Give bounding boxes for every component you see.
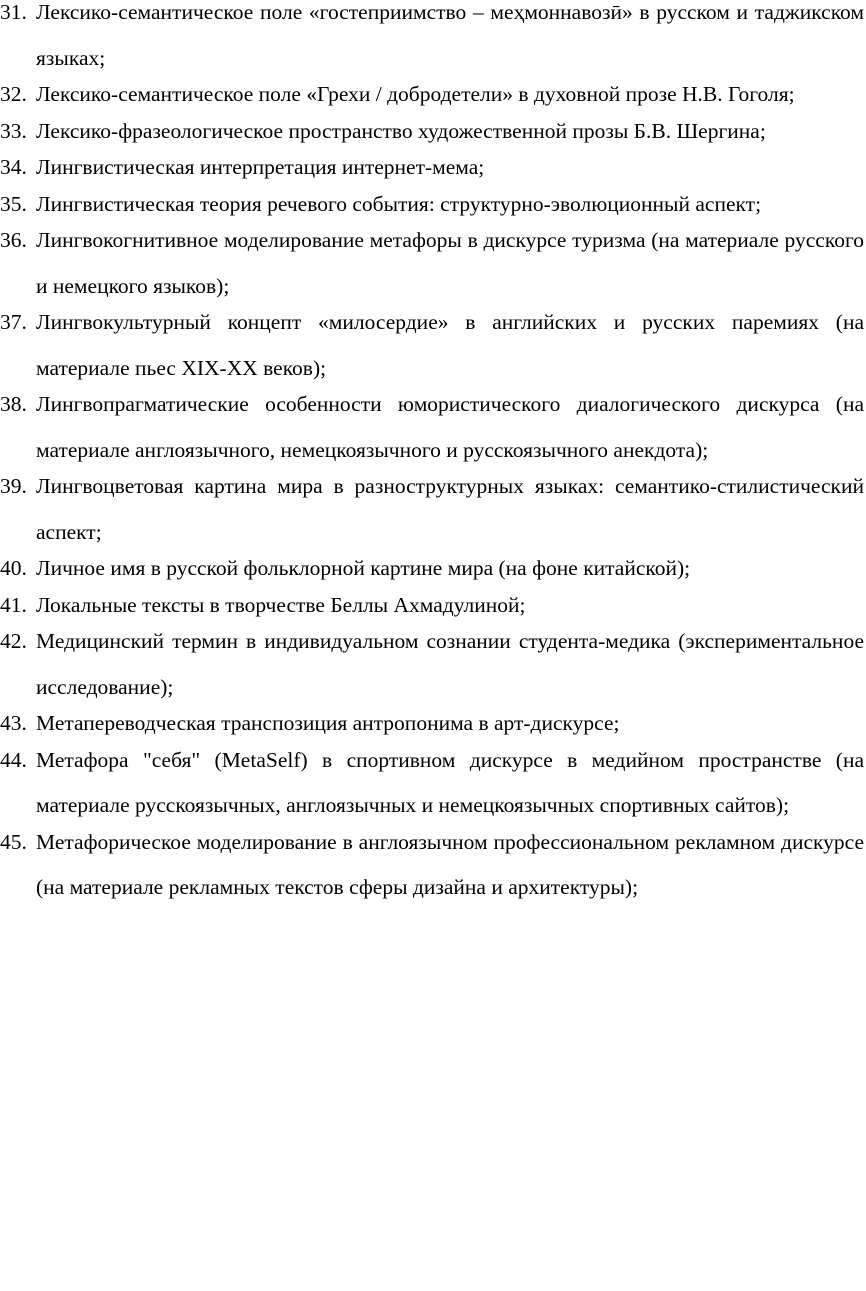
item-text: Лексико-семантическое поле «гостеприимство – меҳмоннавозӣ» в русском и таджикском языках; bbox=[36, 0, 864, 70]
list-item bbox=[0, 820, 864, 911]
item-text: Метафора "себя" (MetaSelf) в спортивном дискурсе в медийном пространстве (на материале русскоязычных, англоязычных и немецкоязычных спортивных сайтов); bbox=[36, 747, 864, 817]
item-text: Лингвокогнитивное моделирование метафоры в дискурсе туризма (на материале русского и немецкого языков); bbox=[36, 228, 864, 298]
item-number: 41. bbox=[0, 592, 27, 617]
item-text: Лексико-фразеологическое пространство художественной прозы Б.В. Шергина; bbox=[36, 118, 766, 143]
list-item bbox=[0, 0, 864, 81]
item-number: 43. bbox=[0, 711, 27, 735]
item-text: Медицинский термин в индивидуальном сознании студента-медика (экспериментальное исследование); bbox=[36, 629, 864, 699]
item-text: Лингвокультурный концепт «милосердие» в английских и русских паремиях (на материале пьес XIX-XX веков); bbox=[36, 310, 864, 380]
item-number: 42. bbox=[0, 629, 27, 653]
item-number: 37. bbox=[0, 310, 27, 334]
item-number: 32. bbox=[0, 82, 27, 106]
item-text: Метапереводческая транспозиция антропонима в арт-дискурсе; bbox=[36, 711, 620, 735]
item-number: 35. bbox=[0, 191, 27, 216]
item-text: Лингвистическая интерпретация интернет-мема; bbox=[36, 155, 485, 179]
item-text: Лингвистическая теория речевого события: структурно-эволюционный аспект; bbox=[36, 191, 762, 216]
list-item bbox=[0, 218, 864, 309]
item-number: 44. bbox=[0, 747, 27, 772]
list-item bbox=[0, 464, 864, 555]
item-text: Лингвопрагматические особенности юмористического диалогического дискурса (на материале англоязычного, немецкоязычного и русскоязычного анекдота); bbox=[36, 392, 864, 462]
item-number: 31. bbox=[0, 0, 27, 24]
list-item bbox=[0, 738, 864, 829]
item-number: 45. bbox=[0, 829, 27, 854]
list-item bbox=[0, 619, 864, 710]
item-number: 38. bbox=[0, 392, 27, 416]
item-text: Личное имя в русской фольклорной картине мира (на фоне китайской); bbox=[36, 556, 691, 580]
item-text: Метафорическое моделирование в англоязычном профессиональном рекламном дискурсе (на материале рекламных текстов сферы дизайна и архитектуры); bbox=[36, 829, 864, 899]
item-number: 40. bbox=[0, 556, 27, 580]
item-text: Локальные тексты в творчестве Беллы Ахмадулиной; bbox=[36, 592, 526, 617]
item-number: 34. bbox=[0, 155, 27, 179]
item-number: 36. bbox=[0, 228, 27, 252]
item-number: 33. bbox=[0, 118, 27, 143]
item-text: Лингвоцветовая картина мира в разноструктурных языках: семантико-стилистический аспект; bbox=[36, 474, 864, 544]
list-item bbox=[0, 382, 864, 473]
list-item bbox=[0, 300, 864, 391]
item-number: 39. bbox=[0, 474, 27, 498]
item-text: Лексико-семантическое поле «Грехи / добродетели» в духовной прозе Н.В. Гоголя; bbox=[36, 82, 795, 106]
